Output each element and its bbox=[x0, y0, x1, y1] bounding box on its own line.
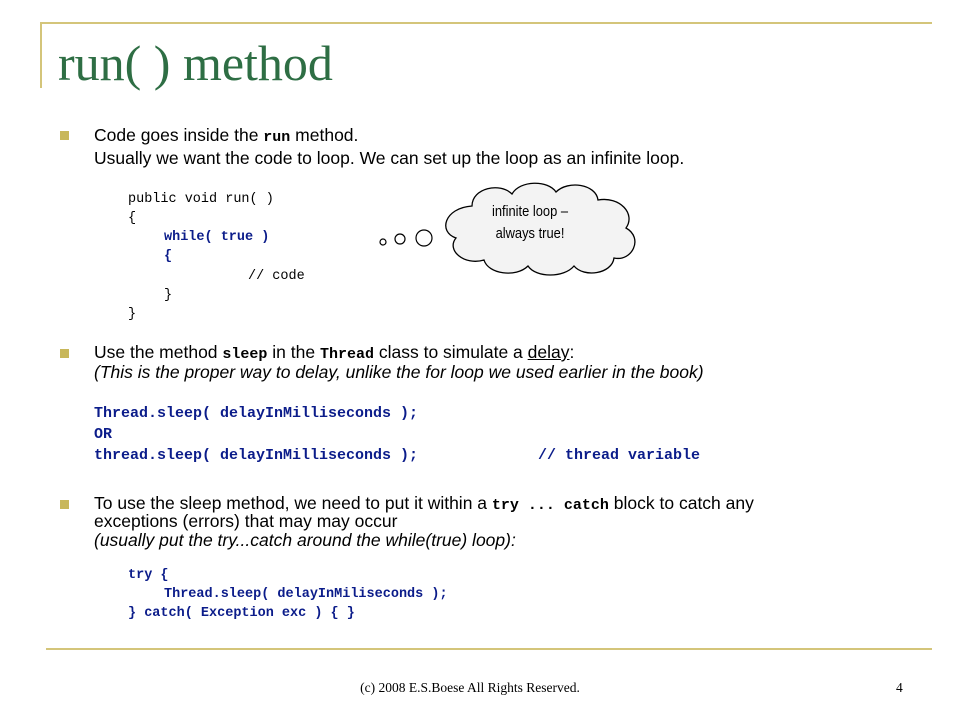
bullet2-code-sleep: sleep bbox=[222, 346, 268, 363]
thought-bubble-medium bbox=[395, 234, 405, 244]
code3-line3: } catch( Exception exc ) { } bbox=[128, 606, 355, 621]
thought-bubble-small bbox=[380, 239, 386, 245]
bullet-marker-3 bbox=[60, 500, 69, 509]
bullet3-code-try-catch: try ... catch bbox=[491, 497, 609, 514]
bullet1-text-post: method. bbox=[290, 125, 359, 145]
slide-frame-left bbox=[40, 22, 42, 88]
thought-bubble-large bbox=[416, 230, 432, 246]
bullet2-text-pre: Use the method bbox=[94, 342, 223, 362]
bullet2-text-post1: class to simulate a bbox=[373, 342, 528, 362]
bullet2-text-mid: in the bbox=[267, 342, 320, 362]
code1-line6: } bbox=[164, 288, 173, 303]
bullet3-italic-note: (usually put the try...catch around the while(true) loop): bbox=[94, 530, 516, 550]
bullet3-line2: exceptions (errors) that may may occur bbox=[94, 511, 398, 531]
footer-copyright: (c) 2008 E.S.Boese All Rights Reserved. bbox=[360, 680, 580, 695]
code2-line1: Thread.sleep( delayInMilliseconds ); bbox=[94, 405, 419, 422]
bullet1-text-pre: Code goes inside the bbox=[94, 125, 264, 145]
code3-line2: Thread.sleep( delayInMiliseconds ); bbox=[164, 587, 448, 602]
code1-line2: { bbox=[128, 211, 137, 226]
code1-line1: public void run( ) bbox=[128, 192, 274, 207]
code2-line2: OR bbox=[94, 426, 113, 443]
slide-frame-top bbox=[40, 22, 932, 24]
code1-line5: // code bbox=[248, 269, 305, 284]
slide-frame-bottom bbox=[46, 648, 932, 650]
callout-line1: infinite loop – bbox=[491, 203, 569, 220]
code2-line3-comment: // thread variable bbox=[538, 447, 701, 464]
bullet-marker-2 bbox=[60, 349, 69, 358]
bullet2-code-thread: Thread bbox=[319, 346, 374, 363]
bullet1-line2: Usually we want the code to loop. We can set up the loop as an infinite loop. bbox=[94, 148, 685, 168]
bullet1-line1 bbox=[94, 124, 358, 149]
code1-line7: } bbox=[128, 307, 137, 322]
page-number: 4 bbox=[896, 680, 903, 695]
callout-line2: always true! bbox=[495, 225, 565, 242]
code1-line4: { bbox=[164, 249, 173, 264]
bullet3-text-post: block to catch any bbox=[608, 493, 754, 513]
bullet2-underlined-delay: delay bbox=[527, 342, 570, 362]
callout-text bbox=[478, 201, 581, 245]
bullet2-text-post2: : bbox=[569, 342, 575, 362]
slide-title: run( ) method bbox=[58, 35, 333, 91]
bullet1-code-run: run bbox=[263, 129, 291, 146]
code1-line3: while( true ) bbox=[164, 230, 270, 245]
bullet2-italic-note: (This is the proper way to delay, unlike the for loop we used earlier in the book) bbox=[94, 362, 704, 382]
code3-line1: try { bbox=[128, 568, 169, 583]
bullet3-text-pre: To use the sleep method, we need to put it within a bbox=[94, 493, 492, 513]
code2-line3: thread.sleep( delayInMilliseconds ); bbox=[94, 447, 419, 464]
bullet-marker-1 bbox=[60, 131, 69, 140]
